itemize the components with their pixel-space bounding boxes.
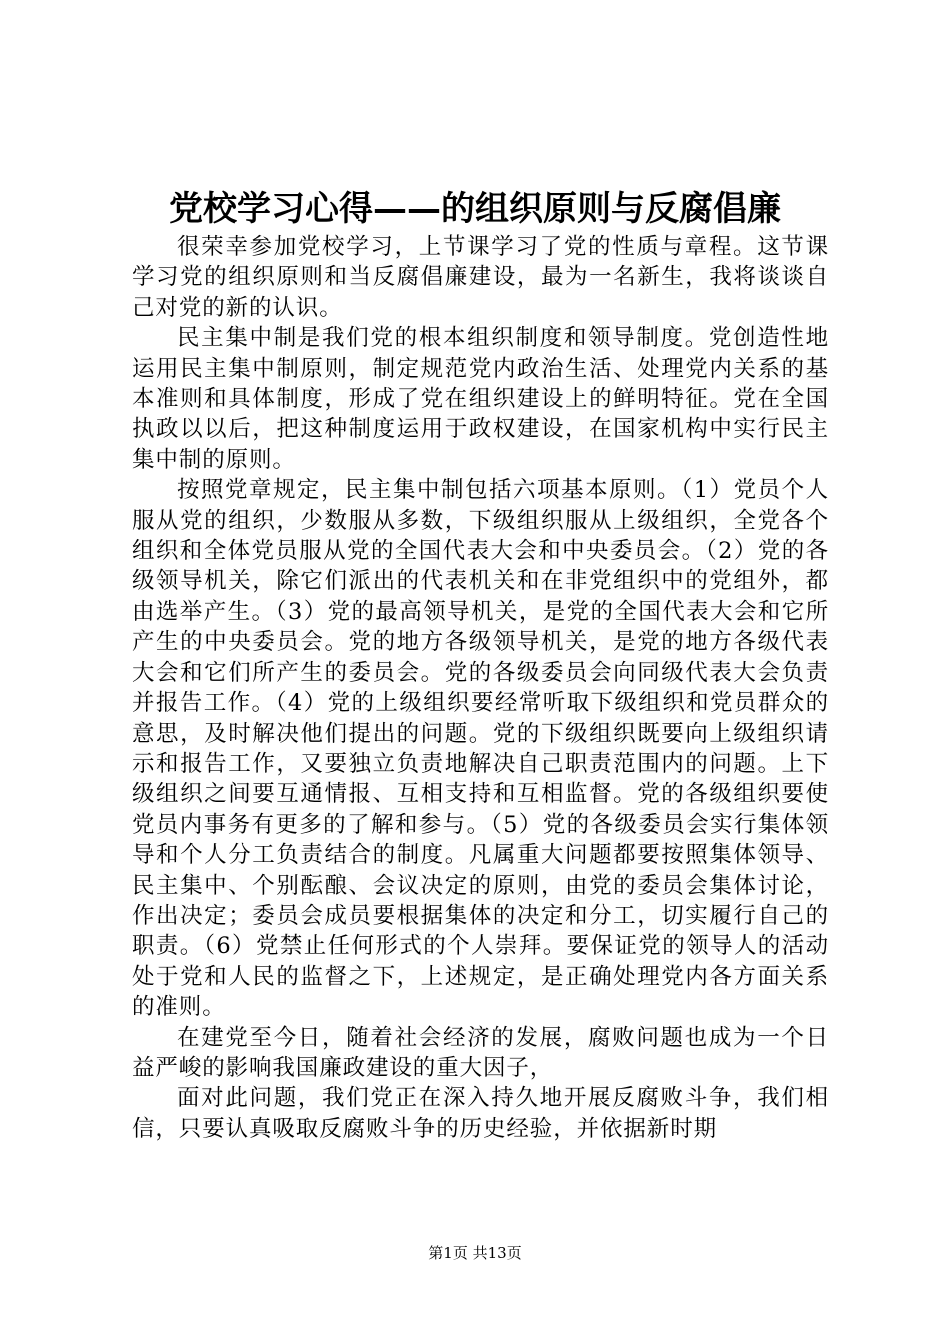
page-number-indicator: 第1页 共13页 (428, 1244, 522, 1262)
paragraph-4: 在建党至今日，随着社会经济的发展，腐败问题也成为一个日益严峻的影响我国廉政建设的重大因子， (132, 1024, 829, 1081)
page-title: 党校学习心得——的组织原则与反腐倡廉 (169, 189, 781, 229)
paragraph-3: 按照党章规定，民主集中制包括六项基本原则。（1）党员个人服从党的组织，少数服从多数，下级组织服从上级组织，全党各个组织和全体党员服从党的全国代表大会和中央委员会。（2）党的各级领导机关，除它们派出的代表机关和在非党组织中的党组外，都由选举产生。（3）党的最高领导机关，是党的全国代表大会和它所产生的中央委员会。党的地方各级领导机关，是党的地方各级代表大会和它们所产生的委员会。党的各级委员会向同级代表大会负责并报告工作。（4）党的上级组织要经常听取下级组织和党员群众的意思，及时解决他们提出的问题。党的下级组织既要向上级组织请示和报告工作，又要独立负责地解决自己职责范围内的问题。上下级组织之间要互通情报、互相支持和互相监督。党的各级组织要使党员内事务有更多的了解和参与。（5）党的各级委员会实行集体领导和个人分工负责结合的制度。凡属重大问题都要按照集体领导、民主集中、个别酝酿、会议决定的原则，由党的委员会集体讨论，作出决定；委员会成员要根据集体的决定和分工，切实履行自己的职责。（6）党禁止任何形式的个人崇拜。要保证党的领导人的活动处于党和人民的监督之下，上述规定，是正确处理党内各方面关系的准则。 (132, 477, 829, 1021)
paragraph-1: 很荣幸参加党校学习，上节课学习了党的性质与章程。这节课学习党的组织原则和当反腐倡廉建设，最为一名新生，我将谈谈自己对党的新的认识。 (132, 234, 829, 321)
document-body (132, 232, 829, 1144)
paragraph-2: 民主集中制是我们党的根本组织制度和领导制度。党创造性地运用民主集中制原则，制定规范党内政治生活、处理党内关系的基本准则和具体制度，形成了党在组织建设上的鲜明特征。党在全国执政以以后，把这种制度运用于政权建设，在国家机构中实行民主集中制的原则。 (132, 325, 829, 473)
page-footer (0, 1243, 950, 1263)
paragraph-5: 面对此问题，我们党正在深入持久地开展反腐败斗争，我们相信，只要认真吸取反腐败斗争的历史经验，并依据新时期 (132, 1085, 829, 1142)
